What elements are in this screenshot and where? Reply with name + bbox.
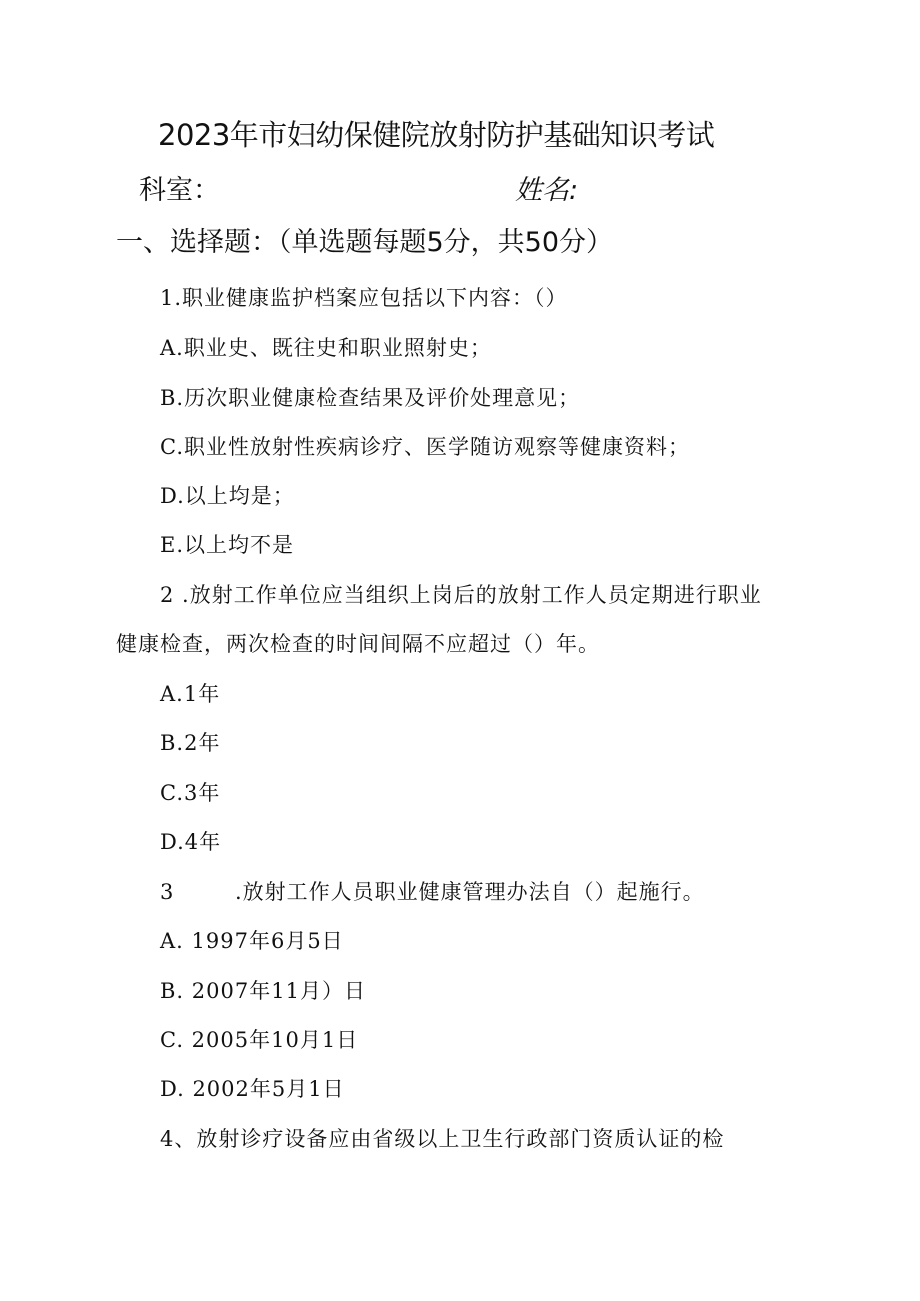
question-3-option-b: B. 2007年11月）日 xyxy=(160,979,366,1003)
department-label: 科室： xyxy=(139,175,220,206)
question-3-option-c: C. 2005年10月1日 xyxy=(160,1028,359,1052)
question-3-stem: .放射工作人员职业健康管理办法自（）起施行。 xyxy=(235,880,705,904)
question-1-option-d: D.以上均是； xyxy=(160,484,295,508)
question-2-option-d: D.4年 xyxy=(160,830,222,854)
section-heading: 一、选择题：（单选题每题5分，共50分） xyxy=(116,227,614,258)
question-4-stem: 4、放射诊疗设备应由省级以上卫生行政部门资质认证的检 xyxy=(160,1127,725,1151)
question-1-option-a: A.职业史、既往史和职业照射史； xyxy=(160,336,492,360)
question-3-option-a: A. 1997年6月5日 xyxy=(160,929,344,953)
question-3-number: 3 xyxy=(160,880,175,904)
question-3-option-d: D. 2002年5月1日 xyxy=(160,1077,345,1101)
question-1-option-e: E.以上均不是 xyxy=(160,533,295,557)
question-2-stem-line-2: 健康检查，两次检查的时间间隔不应超过（）年。 xyxy=(116,632,600,656)
question-1-stem: 1.职业健康监护档案应包括以下内容：（） xyxy=(160,286,568,310)
exam-title: 2023年市妇幼保健院放射防护基础知识考试 xyxy=(158,118,715,152)
question-2-option-a: A.1年 xyxy=(160,682,221,706)
question-2-option-b: B.2年 xyxy=(160,731,221,755)
question-1-option-c: C.职业性放射性疾病诊疗、医学随访观察等健康资料； xyxy=(160,435,690,459)
question-1-option-b: B.历次职业健康检查结果及评价处理意见； xyxy=(160,386,581,410)
question-2-option-c: C.3年 xyxy=(160,781,221,805)
question-2-stem-line-1: 2 .放射工作单位应当组织上岗后的放射工作人员定期进行职业 xyxy=(160,583,762,607)
name-label: 姓名: xyxy=(515,175,579,206)
